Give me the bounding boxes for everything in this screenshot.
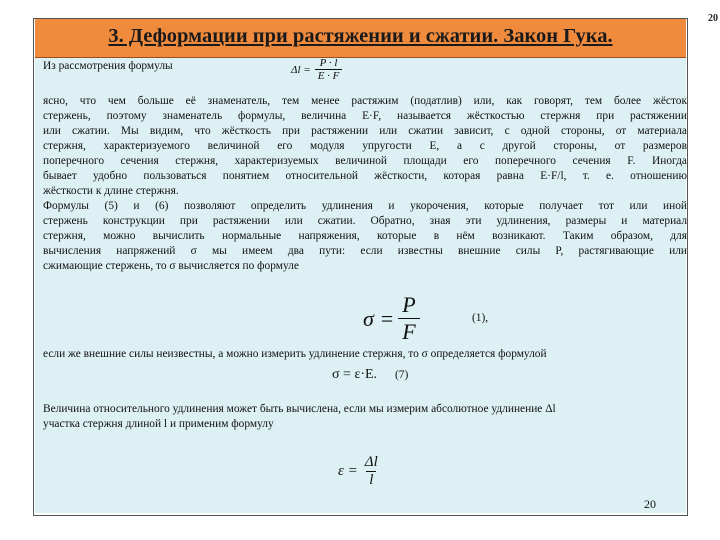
line-after-sigma: если же внешние силы неизвестны, а можно измерить удлинение стержня, то σ определяется формулой	[43, 348, 547, 360]
paragraph2-line: Формулы (5) и (6) позволяют определить удлинения и укорочения, которые получает тот или иной	[43, 200, 687, 212]
formula-epsilon	[338, 454, 381, 489]
paragraph1-line: поперечного сечения стержня, характеризуемых величиной площади его поперечного сечения F. Иногда	[43, 155, 687, 167]
formula-hooke-label: (7)	[395, 369, 409, 381]
paragraph1-line: или сжатии. Мы видим, что жёсткость при растяжении или сжатии зависит, с одной стороны, от материала	[43, 125, 687, 137]
paragraph2-line: вычисления напряжений σ мы имеем два пути: если известны внешние силы P, растягивающие или	[43, 245, 687, 257]
formula-delta-l-numerator: P · l	[319, 57, 338, 69]
page-number: 20	[644, 497, 656, 511]
paragraph1-line: стержня, характеризуемого величиной его модуля упругости E, а с другой стороны, от размеров	[43, 140, 687, 152]
paragraph3-line: Величина относительного удлинения может быть вычислена, если мы измерим абсолютное удлинение Δl	[43, 403, 556, 415]
formula-delta-l-lhs: Δl =	[291, 63, 311, 76]
formula-epsilon-lhs: ε =	[338, 463, 358, 479]
paragraph3-line: участка стержня длиной l и применим формулу	[43, 418, 274, 430]
slide-content	[35, 58, 686, 513]
formula-sigma-denominator: F	[398, 318, 419, 345]
formula-sigma-label: (1),	[472, 312, 489, 324]
title-bar	[35, 19, 686, 58]
formula-delta-l-denominator: E · F	[315, 69, 343, 82]
formula-hooke: σ = ε·E.	[332, 367, 378, 382]
intro-text: Из рассмотрения формулы	[43, 60, 173, 72]
formula-epsilon-denominator: l	[366, 471, 376, 489]
paragraph1-line: ясно, что чем больше её знаменатель, тем менее растяжим (податлив) или, как говорят, тем более жёсток	[43, 95, 687, 107]
formula-sigma-numerator: P	[402, 292, 416, 317]
formula-sigma-lhs: σ =	[363, 305, 395, 331]
paragraph1-line: стержень, поэтому знаменатель формулы, величина E·F, называется жёсткостью стержня при растяжении	[43, 110, 687, 122]
paragraph1-line: бывает удобно пользоваться понятием относительной жёсткости, которая равна E·F/l, т. е. отношению	[43, 170, 687, 182]
paragraph1-line: жёсткости к длине стержня.	[43, 185, 179, 197]
slide-title: 3. Деформации при растяжении и сжатии. Закон Гука.	[108, 25, 613, 47]
formula-sigma	[363, 292, 420, 345]
paragraph2-line: стержня, можно вычислить нормальные напряжения, которые в нём возникают. Таким образом, для	[43, 230, 687, 242]
paragraph2-line: стержень конструкции при растяжении или сжатии. Обратно, зная эти удлинения, размеры и материал	[43, 215, 687, 227]
formula-delta-l	[291, 57, 342, 82]
corner-page-number: 20	[708, 13, 718, 24]
formula-epsilon-numerator: Δl	[364, 454, 378, 470]
paragraph2-line: сжимающие стержень, то σ вычисляется по формуле	[43, 260, 299, 272]
